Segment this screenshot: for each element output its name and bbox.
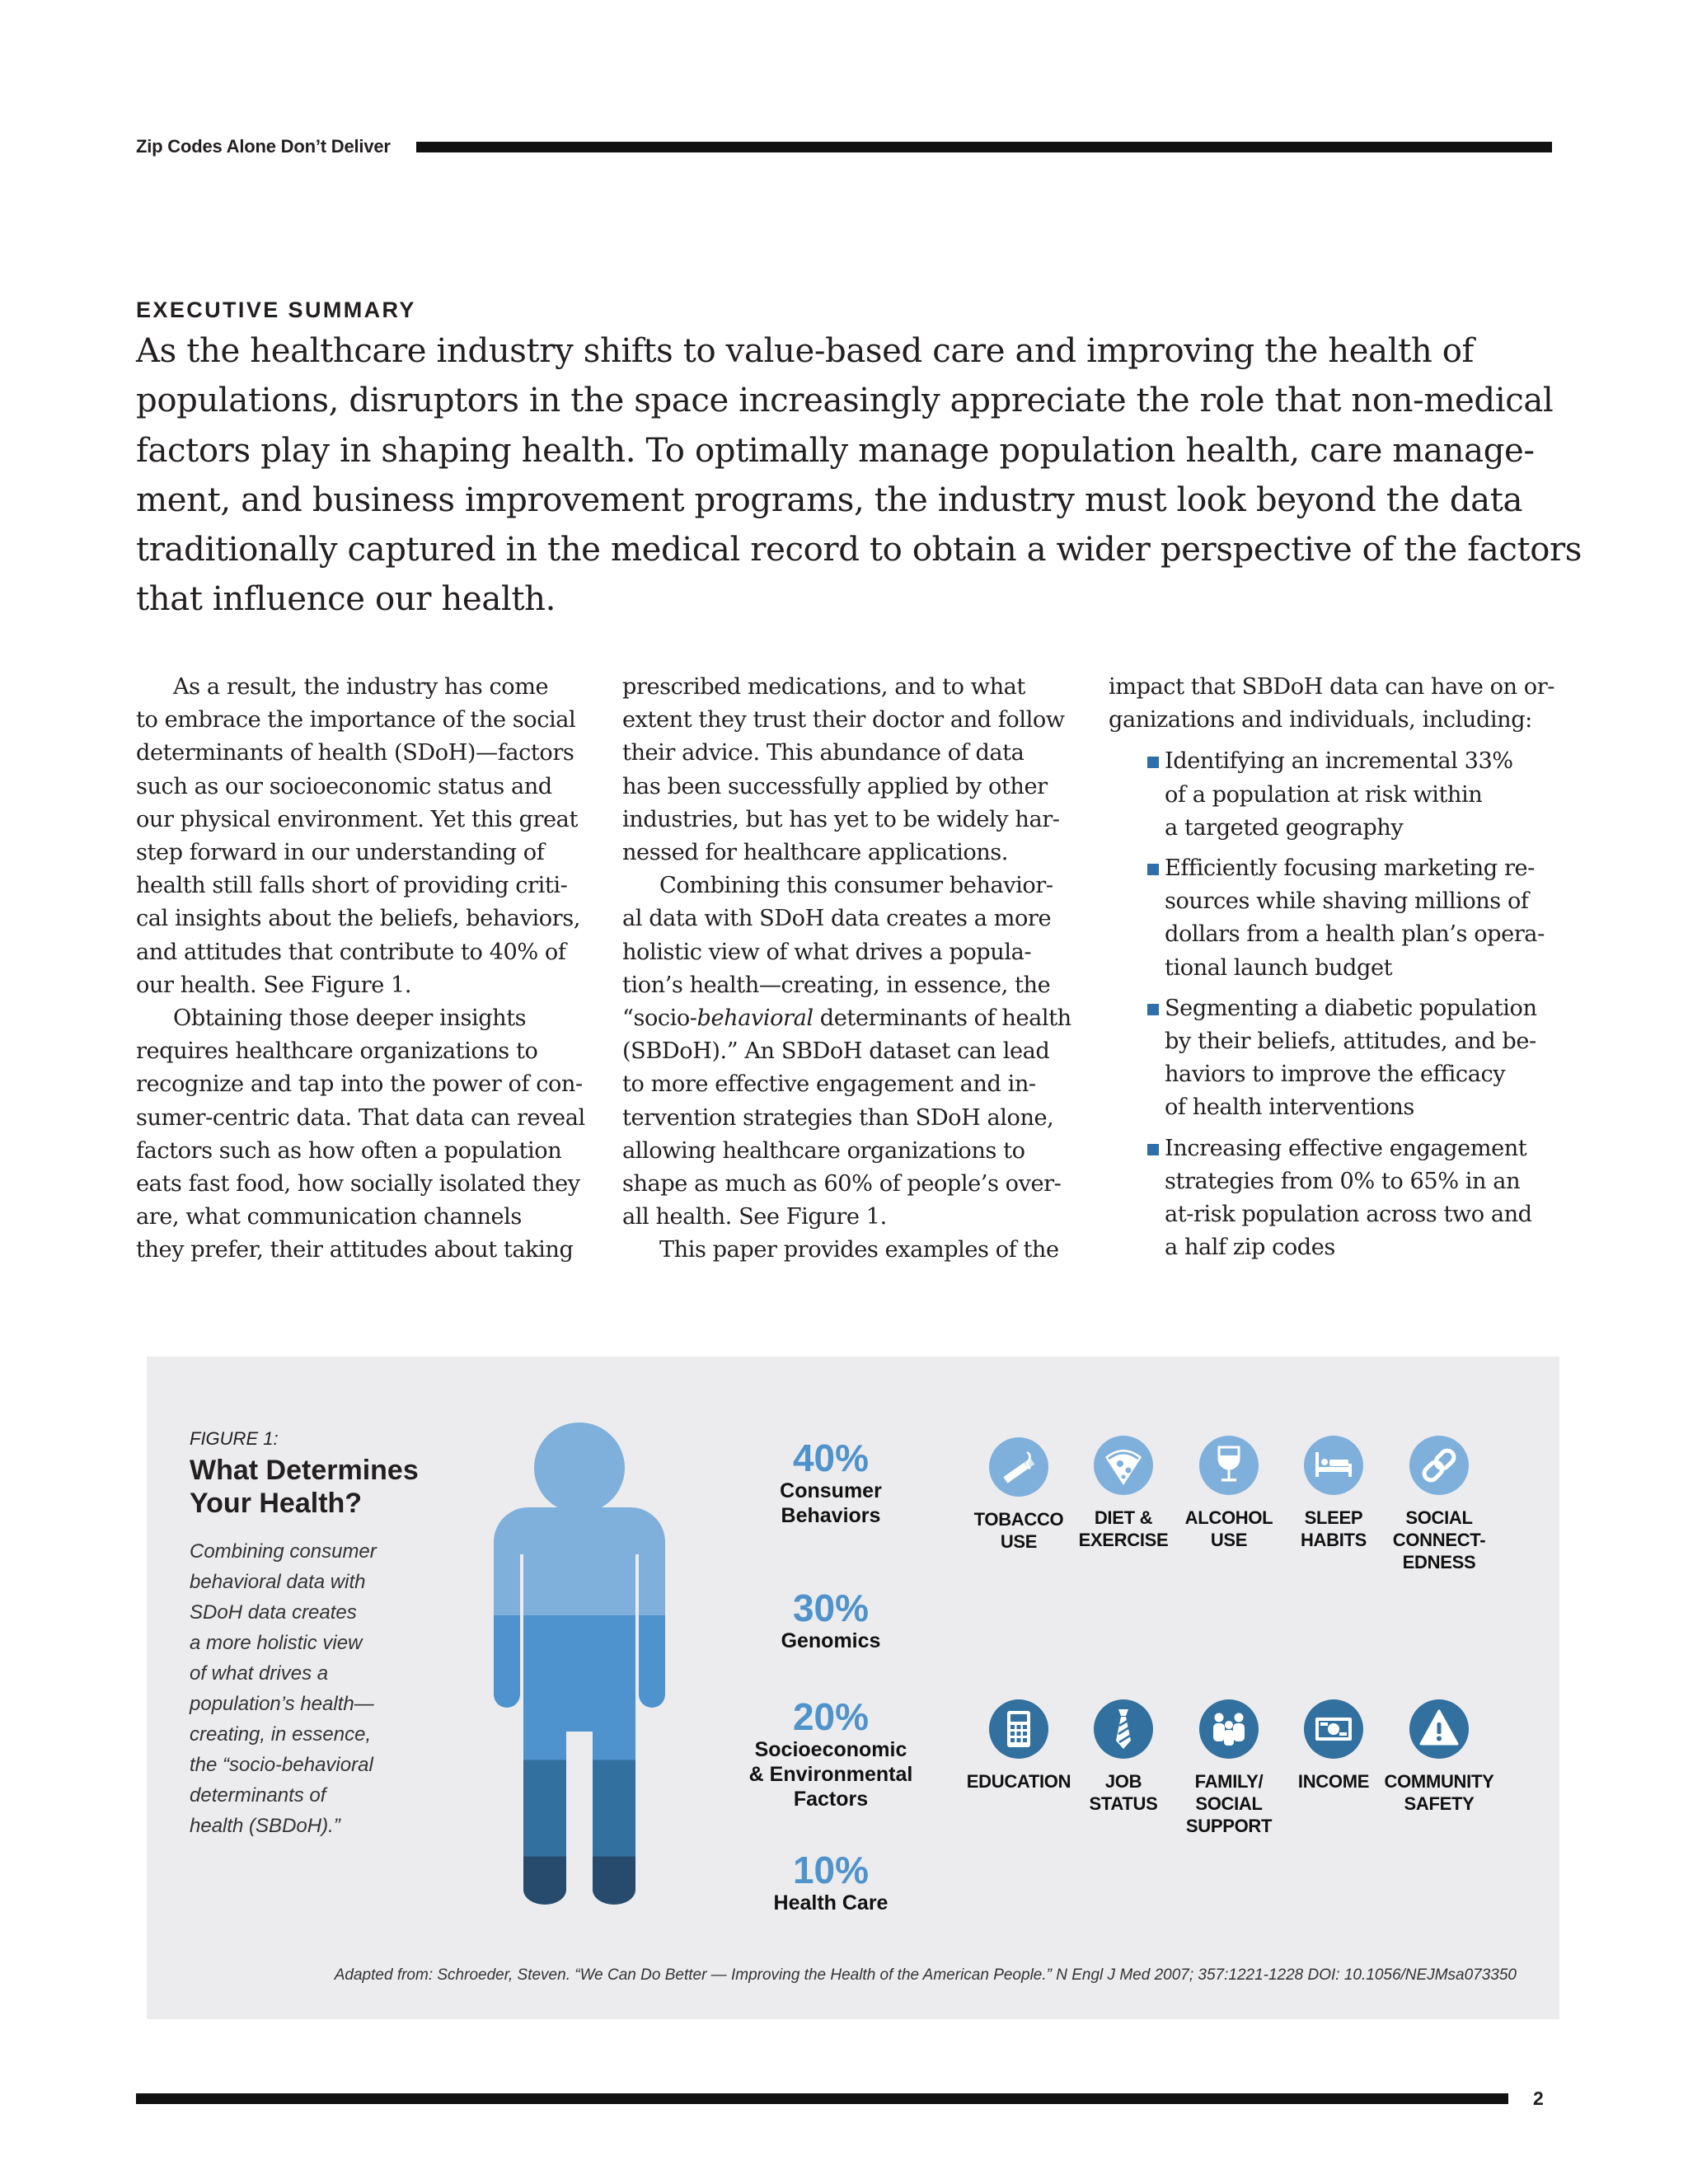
body-line: their advice. This abundance of data [622, 740, 1025, 766]
bullet-list [1109, 745, 1558, 1264]
figure-source: Adapted from: Schroeder, Steven. “We Can Do Better — Improving the Health of the American People.” N Engl J Med 2007; 357:1221-1228 DOI: 10.1056/NEJMsa073350 [334, 1966, 1517, 1984]
bullet-line: dollars from a health plan’s opera- [1165, 921, 1545, 948]
caption-line: behavioral data with [190, 1571, 366, 1593]
factor-label-line: DIET & [1094, 1507, 1153, 1528]
section-label: EXECUTIVE SUMMARY [136, 298, 416, 322]
figure-panel [147, 1357, 1559, 2019]
segment-socioeconomic [732, 1696, 930, 1811]
body-line: step forward in our understanding of [136, 840, 545, 866]
segment-label-line: Genomics [781, 1629, 881, 1652]
body-line: sumer-centric data. That data can reveal [136, 1104, 585, 1131]
header-rule [416, 142, 1552, 152]
bullet-line: Segmenting a diabetic population [1165, 995, 1537, 1021]
factor-label-line: HABITS [1300, 1530, 1367, 1550]
factor-sleep-habits [1276, 1436, 1391, 1551]
body-line: tervention strategies than SDoH alone, [622, 1104, 1054, 1131]
body-line: factors such as how often a population [136, 1137, 562, 1164]
factor-label [1381, 1507, 1497, 1573]
body-line: determinants of health (SDoH)—factors [136, 740, 574, 766]
factor-label-line: EXERCISE [1078, 1530, 1169, 1550]
figure-title: What Determines Your Health? [190, 1455, 419, 1519]
segment-label [732, 1479, 930, 1528]
bullet-square-icon [1147, 757, 1159, 768]
family-icon [1199, 1699, 1259, 1759]
bed-icon [1304, 1436, 1363, 1495]
caption-line: health (SBDoH).” [190, 1815, 340, 1837]
body-line: and attitudes that contribute to 40% of [136, 939, 566, 965]
lede-line: populations, disruptors in the space increasingly appreciate the role that non-medical [136, 382, 1554, 420]
segment-health-care [732, 1849, 930, 1915]
body-line: such as our socioeconomic status and [136, 773, 552, 799]
caption-line: a more holistic view [190, 1632, 363, 1654]
body-line: to more effective engagement and in- [622, 1071, 1036, 1098]
lede-line: As the healthcare industry shifts to value-based care and improving the health of [136, 332, 1474, 370]
body-line: This paper provides examples of the [659, 1237, 1059, 1263]
factor-label-line: COMMUNITY [1384, 1771, 1494, 1792]
caption-line: the “socio-behavioral [190, 1754, 373, 1776]
factor-family-social-support [1171, 1699, 1287, 1837]
factor-label-line: FAMILY/ [1194, 1771, 1264, 1792]
lede-line: traditionally captured in the medical record to obtain a wider perspective of the factors [136, 531, 1582, 569]
factor-job-status [1066, 1699, 1181, 1815]
factor-community-safety [1381, 1699, 1497, 1815]
factor-label [1171, 1770, 1287, 1837]
link-icon [1409, 1436, 1469, 1495]
running-title: Zip Codes Alone Don’t Deliver [136, 136, 391, 157]
page-number: 2 [1533, 2088, 1544, 2109]
bullet-square-icon [1147, 1144, 1159, 1155]
body-line: are, what communication channels [136, 1204, 522, 1230]
person-band-1 [481, 1422, 678, 1616]
caption-line: determinants of [190, 1784, 326, 1807]
person-figure [481, 1422, 678, 1905]
factor-label [1066, 1507, 1181, 1551]
factor-label [1276, 1507, 1391, 1551]
segment-percent: 30% [792, 1586, 870, 1629]
segment-label [732, 1629, 930, 1653]
bullet-item [1109, 852, 1558, 985]
factor-label [961, 1508, 1076, 1553]
factor-social-connectedness [1381, 1436, 1497, 1573]
factor-label-line: SUPPORT [1185, 1816, 1273, 1836]
factor-label-line: SLEEP [1304, 1507, 1363, 1528]
cigarette-icon [989, 1437, 1048, 1497]
factor-tobacco-use [961, 1437, 1076, 1553]
segment-label-line: Behaviors [781, 1504, 881, 1527]
body-line: recognize and tap into the power of con- [136, 1071, 583, 1098]
body-line: Obtaining those deeper insights [173, 1005, 527, 1032]
segment-genomics [732, 1587, 930, 1653]
money-icon [1304, 1699, 1363, 1759]
factor-income [1276, 1699, 1391, 1793]
segment-label-line: Factors [793, 1788, 869, 1811]
factor-label-line: EDNESS [1402, 1552, 1476, 1572]
segment-label-line: & Environmental [748, 1763, 913, 1786]
segment-label-line: Consumer [780, 1479, 882, 1502]
body-line: allowing healthcare organizations to [622, 1137, 1025, 1164]
wine-glass-icon [1199, 1436, 1259, 1495]
lede-line: that influence our health. [136, 580, 556, 619]
warning-icon [1409, 1699, 1469, 1759]
caption-line: creating, in essence, [190, 1723, 372, 1746]
segment-consumer-behaviors [732, 1437, 930, 1528]
factor-label-line: CONNECT- [1392, 1530, 1486, 1550]
factor-label-line: SOCIAL [1405, 1507, 1473, 1528]
person-band-3 [481, 1760, 678, 1858]
factor-label-line: INCOME [1297, 1771, 1370, 1792]
bullet-square-icon [1147, 864, 1159, 875]
lede-line: factors play in shaping health. To optimally manage population health, care manage- [136, 431, 1535, 470]
body-line: nessed for healthcare applications. [622, 840, 1008, 866]
segment-label-line: Health Care [773, 1891, 889, 1915]
body-line: As a result, the industry has come [173, 674, 549, 700]
body-line: all health. See Figure 1. [622, 1204, 887, 1230]
bullet-line: tional launch budget [1165, 954, 1393, 981]
lede-paragraph [136, 326, 1582, 625]
bullet-line: at-risk population across two and [1165, 1202, 1532, 1228]
body-line: requires healthcare organizations to [136, 1038, 538, 1065]
pizza-icon [1094, 1436, 1153, 1495]
segment-percent: 10% [792, 1849, 870, 1891]
factor-label-line: USE [1000, 1531, 1038, 1552]
factor-label-line: SAFETY [1404, 1793, 1475, 1814]
factor-label [1276, 1770, 1391, 1793]
body-line: impact that SBDoH data can have on or- [1109, 674, 1554, 700]
factor-label-line: USE [1210, 1530, 1248, 1550]
caption-line: Combining consumer [190, 1540, 377, 1563]
person-band-4 [481, 1857, 678, 1905]
segment-percent: 40% [792, 1436, 870, 1479]
body-line: cal insights about the beliefs, behaviors, [136, 906, 580, 932]
person-bands [481, 1422, 678, 1905]
caption-line: population’s health— [190, 1693, 374, 1715]
bullet-line: strategies from 0% to 65% in an [1165, 1168, 1521, 1194]
body-text-span: determinants of health [813, 1005, 1071, 1032]
body-text-span: “socio- [622, 1005, 697, 1032]
factor-label-line: ALCOHOL [1184, 1507, 1273, 1528]
segment-percent: 20% [792, 1695, 870, 1738]
calculator-icon [989, 1699, 1048, 1759]
body-line: (SBDoH).” An SBDoH dataset can lead [622, 1038, 1050, 1065]
caption-line: of what drives a [190, 1662, 329, 1685]
person-silhouette [481, 1422, 678, 1905]
necktie-icon [1094, 1699, 1153, 1759]
bullet-square-icon [1147, 1004, 1159, 1015]
factor-label [1381, 1770, 1497, 1815]
factor-alcohol-use [1171, 1436, 1287, 1551]
bullet-item [1109, 745, 1558, 845]
bullet-line: Efficiently focusing marketing re- [1165, 855, 1535, 882]
factor-diet-exercise [1066, 1436, 1181, 1551]
segment-label [732, 1891, 930, 1915]
bullet-line: sources while shaving millions of [1165, 888, 1529, 915]
body-column-3 [1109, 671, 1558, 1272]
figure-caption [190, 1536, 420, 1841]
body-line [622, 1002, 1071, 1035]
factor-label-line: TOBACCO [973, 1509, 1064, 1530]
factor-label-line: STATUS [1089, 1793, 1158, 1814]
factor-label [1171, 1507, 1287, 1551]
segment-label [732, 1737, 930, 1811]
body-line: prescribed medications, and to what [622, 674, 1025, 700]
footer-rule [136, 2093, 1508, 2104]
emphasis-text: behavioral [696, 1005, 814, 1032]
factor-label [961, 1770, 1076, 1793]
body-line: al data with SDoH data creates a more [622, 906, 1052, 932]
factor-label-line: JOB [1104, 1771, 1142, 1792]
body-line: eats fast food, how socially isolated they [136, 1171, 580, 1197]
bullet-item [1109, 992, 1558, 1125]
lede-line: ment, and business improvement programs, the industry must look beyond the data [136, 480, 1523, 519]
body-line: holistic view of what drives a popula- [622, 939, 1032, 965]
factor-label [1066, 1770, 1181, 1815]
body-line: has been successfully applied by other [622, 773, 1048, 799]
body-line: tion’s health—creating, in essence, the [622, 972, 1051, 998]
bullet-line: of health interventions [1165, 1094, 1414, 1121]
body-line: extent they trust their doctor and follow [622, 707, 1065, 733]
body-line: our health. See Figure 1. [136, 972, 412, 998]
bullet-line: Increasing effective engagement [1165, 1135, 1527, 1161]
bullet-line: a half zip codes [1165, 1235, 1335, 1261]
bullet-line: a targeted geography [1165, 814, 1404, 841]
body-column-2 [622, 671, 1071, 1268]
person-band-2 [481, 1615, 678, 1761]
body-line: shape as much as 60% of people’s over- [622, 1171, 1062, 1197]
body-line: health still falls short of providing criti- [136, 873, 568, 899]
running-header [136, 134, 1552, 159]
body-line: industries, but has yet to be widely har- [622, 806, 1060, 832]
bullet-line: of a population at risk within [1165, 781, 1483, 808]
bullet-item [1109, 1132, 1558, 1265]
factor-education [961, 1699, 1076, 1793]
body-line: ganizations and individuals, including: [1109, 707, 1532, 733]
bullet-line: Identifying an incremental 33% [1165, 748, 1513, 775]
factor-label-line: EDUCATION [966, 1771, 1071, 1792]
body-line: they prefer, their attitudes about taking [136, 1237, 574, 1263]
caption-line: SDoH data creates [190, 1601, 357, 1624]
figure-label: FIGURE 1: [190, 1428, 279, 1449]
body-column-1 [136, 671, 585, 1268]
segment-label-line: Socioeconomic [754, 1738, 907, 1761]
bullet-line: haviors to improve the efficacy [1165, 1062, 1506, 1088]
body-line: to embrace the importance of the social [136, 707, 576, 733]
bullet-line: by their beliefs, attitudes, and be- [1165, 1029, 1536, 1055]
factor-label-line: SOCIAL [1195, 1793, 1263, 1814]
body-line: our physical environment. Yet this great [136, 806, 578, 832]
body-line: Combining this consumer behavior- [659, 873, 1053, 899]
